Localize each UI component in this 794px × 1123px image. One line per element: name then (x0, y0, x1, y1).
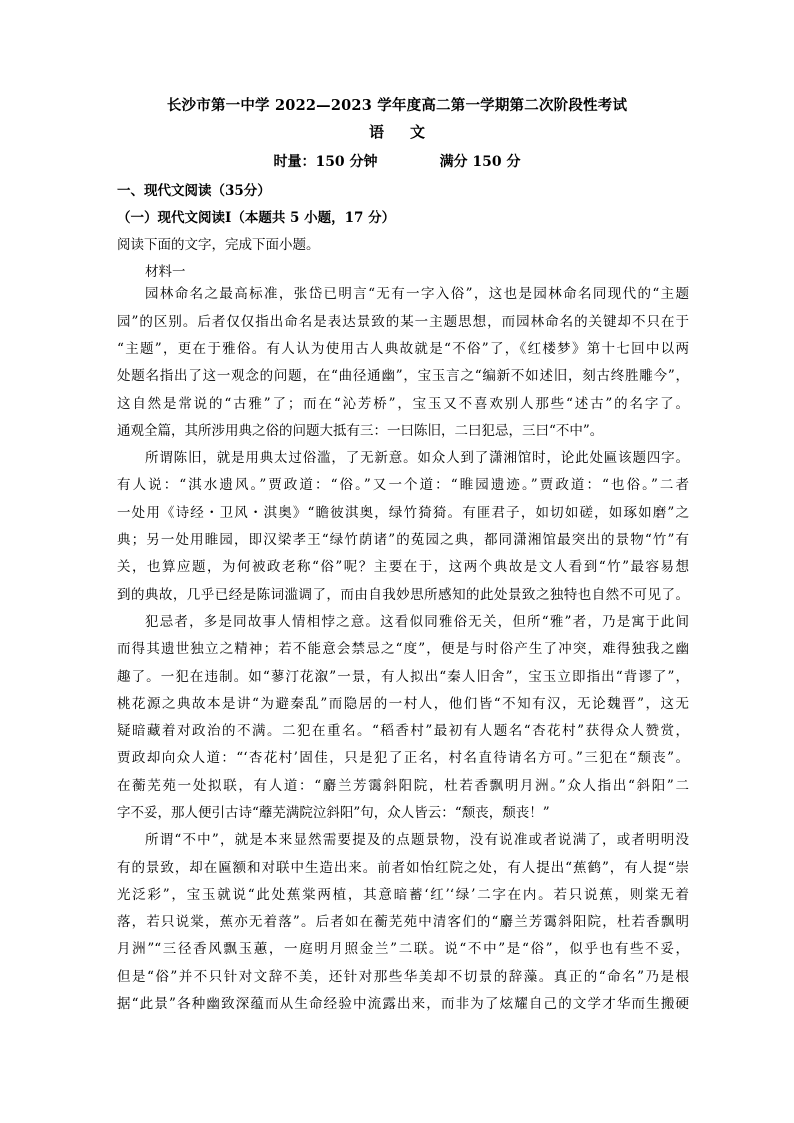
text-line: 所谓“不中”，就是本来显然需要提及的点题景物，没有说准或者说满了，或者明明没 (145, 832, 689, 848)
text-line: 但是“俗”并不只针对文辞不美，还针对那些华美却不切景的辞藻。真正的“命名”乃是根 (117, 969, 689, 985)
text-line: 到的典故，几乎已经是陈词滥调了，而由自我妙思所感知的此处景致之独特也自然不可见了。 (117, 587, 689, 603)
section-heading: 一、现代文阅读（35分） (117, 183, 271, 199)
text-line: 在蘅芜苑一处拟联，有人道：“麝兰芳霭斜阳院，杜若香飘明月洲。”众人指出“斜阳”二 (117, 778, 689, 794)
text-line: 有的景致，却在匾额和对联中生造出来。前者如怡红院之处，有人提出“蕉鹤”，有人提“崇 (117, 860, 689, 876)
text-line: 月洲”“三径香风飘玉蕙，一庭明月照金兰”二联。说“不中”是“俗”，似乎也有些不妥， (117, 941, 689, 957)
time-limit: 时量：150 分钟 (273, 154, 378, 170)
text-line: 据“此景”各种幽致深蕴而从生命经验中流露出来，而非为了炫耀自己的文学才华而生搬硬 (117, 996, 689, 1012)
text-line: 落，若只说棠，蕉亦无着落”。后者如在蘅芜苑中清客们的“麝兰芳霭斜阳院，杜若香飘明 (117, 914, 689, 930)
text-line: 疑暗藏着对政治的不满。二犯在重名。“稻香村”最初有人题名“杏花村”获得众人赞赏， (117, 723, 689, 739)
text-line: 贾政却向众人道：“‘杏花村’固佳，只是犯了正名，村名直待请名方可。”三犯在“颓丧”。 (117, 750, 689, 766)
text-line: 趣了。一犯在违制。如“蓼汀花溆”一景，有人拟出“秦人旧舍”，宝玉立即指出“背谬了”， (117, 669, 689, 685)
text-line: 处题名指出了这一观念的问题，在“曲径通幽”，宝玉言之“编新不如述旧，刻古终胜雕今”， (117, 368, 689, 384)
text-line: 所谓陈旧，就是用典太过俗滥，了无新意。如众人到了潇湘馆时，论此处匾该题四字。 (145, 450, 689, 466)
exam-timing (0, 151, 794, 171)
text-line: 有人说：“淇水遗风。”贾政道：“俗。”又一个道：“睢园遗迹。”贾政道：“也俗。”二者 (117, 477, 689, 493)
text-line: 园”的区别。后者仅仅指出命名是表达景致的某一主题思想，而园林命名的关键却不只在于 (117, 314, 689, 330)
text-line: 园林命名之最高标准，张岱已明言“无有一字入俗”，这也是园林命名同现代的“主题 (145, 286, 689, 302)
text-line: 一处用《诗经・卫风・淇奥》“瞻彼淇奥，绿竹猗猗。有匪君子，如切如磋，如琢如磨”之 (117, 505, 689, 521)
text-line: 字不妥，那人便引古诗“蘼芜满院泣斜阳”句，众人皆云：“颓丧，颓丧！” (117, 805, 550, 821)
material-label: 材料一 (145, 264, 186, 280)
text-line: 而得其遗世独立之精神；若不能意会禁忌之“度”，便是与时俗产生了冲突，难得独我之幽 (117, 641, 689, 657)
subject-heading (0, 121, 794, 142)
text-line: 光泛彩”，宝玉就说“此处蕉棠两植，其意暗蓄‘红’‘绿’二字在内。若只说蕉，则棠无着 (117, 887, 689, 903)
full-score: 满分 150 分 (439, 154, 521, 170)
subject-char-2: 文 (410, 123, 426, 141)
instructions: 阅读下面的文字，完成下面小题。 (117, 237, 320, 253)
text-line: 犯忌者，多是同故事人情相悖之意。这看似同雅俗无关，但所“雅”者，乃是寓于此间 (145, 614, 689, 630)
text-line: 通观全篇，其所涉用典之俗的问题大抵有三：一曰陈旧，二曰犯忌，三曰“不中”。 (117, 423, 604, 439)
text-line: 这自然是常说的“古雅”了；而在“沁芳桥”，宝玉又不喜欢别人那些“述古”的名字了。 (117, 396, 689, 412)
subject-char-1: 语 (368, 123, 384, 141)
text-line: 桃花源之典故本是讲“为避秦乱”而隐居的一村人，他们皆“不知有汉，无论魏晋”，这无 (117, 696, 689, 712)
exam-title: 长沙市第一中学 2022—2023 学年度高二第一学期第二次阶段性考试 (166, 97, 628, 114)
text-line: 典；另一处用睢园，即汉梁孝王“绿竹荫诸”的菟园之典，都同潇湘馆最突出的景物“竹”有 (117, 532, 689, 548)
text-line: “主题”，更在于雅俗。有人认为使用古人典故就是“不俗”了，《红楼梦》第十七回中以两 (117, 341, 689, 357)
text-line: 关，也算应题，为何被政老称“俗”呢？主要在于，这两个典故是文人看到“竹”最容易想 (117, 559, 689, 575)
subsection-heading: （一）现代文阅读Ⅰ（本题共 5 小题，17 分） (117, 210, 396, 226)
